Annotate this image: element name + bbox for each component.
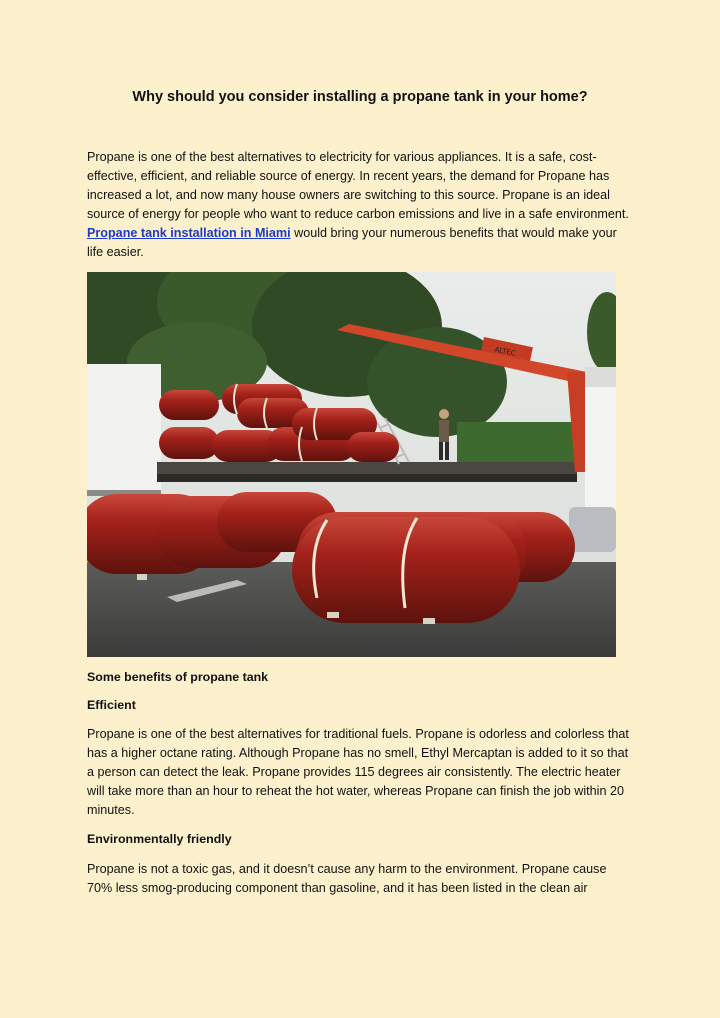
intro-paragraph <box>87 148 635 262</box>
propane-installation-link[interactable]: Propane tank installation in Miami <box>87 226 291 240</box>
page-title: Why should you consider installing a propane tank in your home? <box>132 89 588 105</box>
intro-text-after-link: would bring your numerous benefits that would make your life easier. <box>87 226 617 259</box>
section-body-efficient: Propane is one of the best alternatives for traditional fuels. Propane is odorless and colorless that has a higher octane rating. Although Propane has no smell, Ethyl Mercaptan is added to it so that a person can detect the leak. Propane provides 115 degrees air consistently. The electric heater will take more than an hour to reheat the hot water, whereas Propane can finish the job within 20 minutes. <box>87 727 629 817</box>
propane-tanks-photo <box>87 272 616 657</box>
section-heading-efficient: Efficient <box>87 698 136 712</box>
section-heading-environmentally-friendly: Environmentally friendly <box>87 832 232 846</box>
intro-text-before-link: Propane is one of the best alternatives to electricity for various appliances. It is a safe, cost-effective, efficient, and reliable source of energy. In recent years, the demand for Propane has increased a lot, and now many house owners are switching to this source. Propane is an ideal source of energy for people who want to reduce carbon emissions and live in a safe environment. <box>87 150 629 221</box>
section-body-environmentally-friendly: Propane is not a toxic gas, and it doesn’t cause any harm to the environment. Propane cause 70% less smog-producing component than gasoline, and it has been listed in the clean air <box>87 862 607 895</box>
benefits-heading: Some benefits of propane tank <box>87 670 269 684</box>
crane-label: ALTEC <box>493 345 517 358</box>
